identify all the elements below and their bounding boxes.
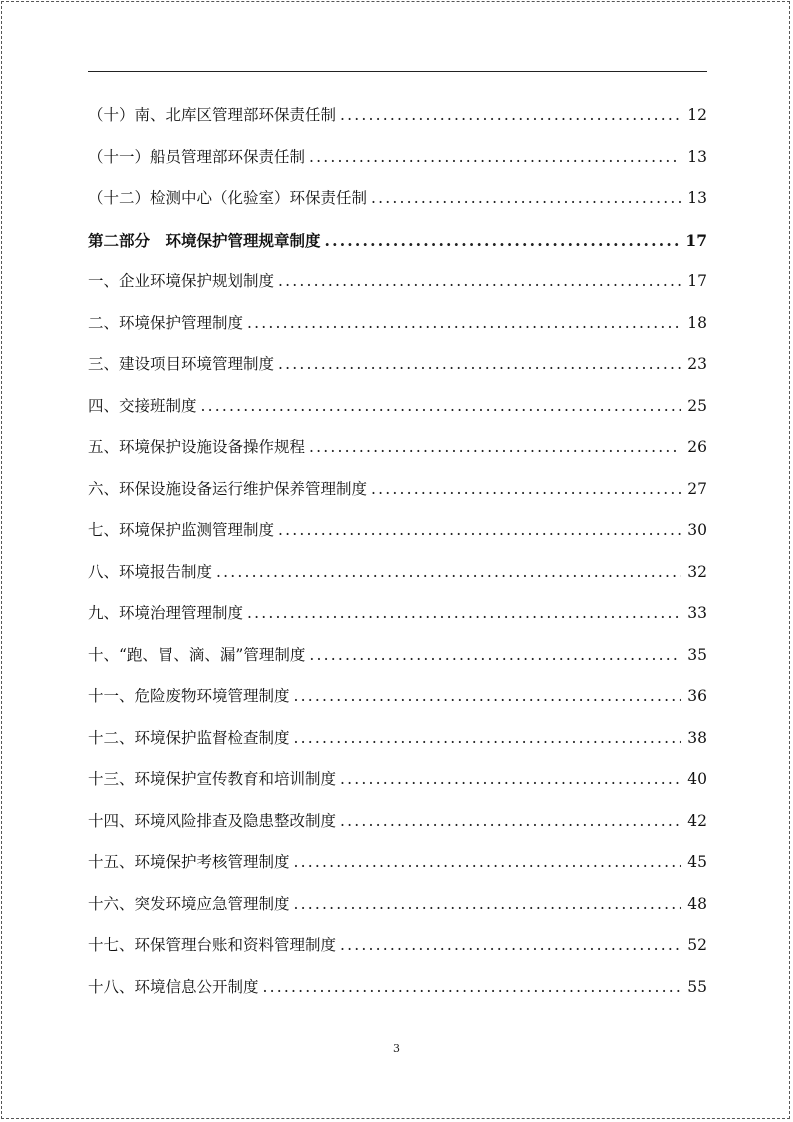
toc-entry-page: 13 xyxy=(687,189,707,207)
toc-entry-page: 23 xyxy=(687,355,707,373)
toc-entry-title: （十二）检测中心（化验室）环保责任制 xyxy=(88,189,368,207)
toc-entry[interactable] xyxy=(88,842,707,884)
toc-entry-title: 二、环境保护管理制度 xyxy=(88,313,244,332)
dot-leader xyxy=(309,427,681,469)
toc-entry[interactable] xyxy=(88,635,707,677)
toc-entry-page: 45 xyxy=(687,853,707,871)
toc-entry-page: 35 xyxy=(687,645,707,664)
dot-leader xyxy=(340,925,681,967)
toc-entry[interactable] xyxy=(88,759,707,801)
dot-leader xyxy=(340,95,681,137)
header-rule xyxy=(88,71,707,72)
toc-entry[interactable] xyxy=(88,884,707,926)
dot-leader xyxy=(263,967,682,1009)
toc-entry-page: 30 xyxy=(687,521,707,539)
dot-leader xyxy=(340,759,681,801)
toc-entry-page: 33 xyxy=(687,604,707,622)
toc-entry-page: 12 xyxy=(687,106,707,124)
toc-entry[interactable] xyxy=(88,303,707,345)
toc-entry-page: 42 xyxy=(687,811,707,830)
toc-entry-page: 26 xyxy=(687,438,707,456)
toc-entry-page: 17 xyxy=(685,230,707,250)
toc-entry-title: 八、环境报告制度 xyxy=(88,562,213,581)
toc-entry[interactable] xyxy=(88,469,707,511)
toc-entry[interactable] xyxy=(88,261,707,303)
toc-entry-title: 十三、环境保护宣传教育和培训制度 xyxy=(88,770,337,788)
dot-leader xyxy=(371,469,681,511)
dot-leader xyxy=(201,386,682,428)
toc-entry-page: 40 xyxy=(687,770,707,788)
page-number: 3 xyxy=(393,1042,400,1055)
toc-entry-title: 九、环境治理管理制度 xyxy=(88,604,244,622)
toc-entry-title: 十一、危险废物环境管理制度 xyxy=(88,687,290,705)
toc-entry-title: 三、建设项目环境管理制度 xyxy=(88,355,275,373)
toc-entry-title: 十五、环境保护考核管理制度 xyxy=(88,853,290,871)
dot-leader xyxy=(278,344,681,386)
dot-leader xyxy=(294,842,682,884)
toc-entry[interactable] xyxy=(88,386,707,428)
table-of-contents xyxy=(88,95,707,1008)
toc-entry[interactable] xyxy=(88,344,707,386)
toc-entry-page: 36 xyxy=(687,687,707,705)
toc-entry-title: 四、交接班制度 xyxy=(88,396,197,415)
dot-leader xyxy=(278,261,681,303)
toc-entry[interactable] xyxy=(88,925,707,967)
dot-leader xyxy=(247,593,681,635)
dot-leader xyxy=(278,510,681,552)
dot-leader xyxy=(294,676,682,718)
toc-entry-title: 十、“跑、冒、滴、漏”管理制度 xyxy=(88,645,306,664)
toc-entry[interactable] xyxy=(88,676,707,718)
toc-entry[interactable] xyxy=(88,137,707,179)
toc-part-heading[interactable] xyxy=(88,220,707,262)
toc-entry-title: 十四、环境风险排查及隐患整改制度 xyxy=(88,811,337,830)
toc-entry-title: 十八、环境信息公开制度 xyxy=(88,977,259,996)
toc-entry-page: 52 xyxy=(687,936,707,954)
toc-entry[interactable] xyxy=(88,967,707,1009)
toc-entry[interactable] xyxy=(88,95,707,137)
dot-leader xyxy=(247,303,681,345)
toc-entry-title: 一、企业环境保护规划制度 xyxy=(88,272,275,290)
toc-entry-title: 十六、突发环境应急管理制度 xyxy=(88,894,290,913)
toc-entry-page: 18 xyxy=(687,313,707,332)
toc-entry-title: （十一）船员管理部环保责任制 xyxy=(88,147,306,166)
toc-entry-title: 五、环境保护设施设备操作规程 xyxy=(88,438,306,456)
dot-leader xyxy=(309,137,681,179)
toc-entry-page: 27 xyxy=(687,479,707,498)
toc-entry[interactable] xyxy=(88,178,707,220)
toc-entry-page: 25 xyxy=(687,396,707,415)
dot-leader xyxy=(294,718,682,760)
toc-entry[interactable] xyxy=(88,801,707,843)
dot-leader xyxy=(309,635,681,677)
toc-entry-title: 十二、环境保护监督检查制度 xyxy=(88,728,290,747)
dot-leader xyxy=(216,552,681,594)
toc-entry-title: 七、环境保护监测管理制度 xyxy=(88,521,275,539)
toc-entry-page: 38 xyxy=(687,728,707,747)
toc-entry-title: 十七、环保管理台账和资料管理制度 xyxy=(88,936,337,954)
toc-entry[interactable] xyxy=(88,552,707,594)
toc-entry[interactable] xyxy=(88,510,707,552)
toc-entry-page: 17 xyxy=(687,272,707,290)
toc-entry-page: 13 xyxy=(687,147,707,166)
dot-leader xyxy=(371,178,681,220)
toc-entry-page: 32 xyxy=(687,562,707,581)
toc-entry-title: 第二部分 环境保护管理规章制度 xyxy=(88,230,321,250)
toc-entry-page: 48 xyxy=(687,894,707,913)
toc-entry[interactable] xyxy=(88,718,707,760)
dot-leader xyxy=(325,220,680,262)
toc-entry[interactable] xyxy=(88,427,707,469)
dot-leader xyxy=(340,801,681,843)
dot-leader xyxy=(294,884,682,926)
toc-entry-title: 六、环保设施设备运行维护保养管理制度 xyxy=(88,479,368,498)
toc-entry[interactable] xyxy=(88,593,707,635)
toc-entry-title: （十）南、北库区管理部环保责任制 xyxy=(88,106,337,124)
toc-entry-page: 55 xyxy=(687,977,707,996)
